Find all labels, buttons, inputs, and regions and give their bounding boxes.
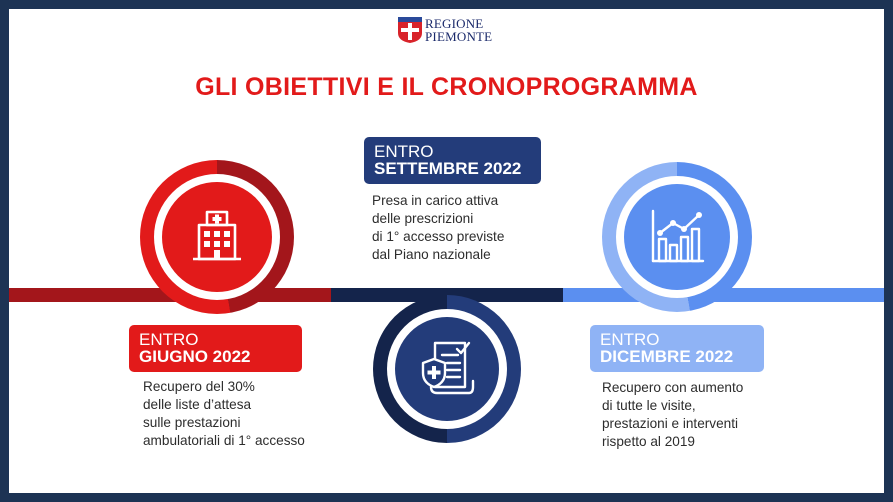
regione-piemonte-logo	[398, 17, 492, 43]
logo-line-2: PIEMONTE	[425, 29, 493, 44]
page-title: GLI OBIETTIVI E IL CRONOPROGRAMMA	[195, 73, 698, 101]
description-line: delle prescrizioni	[372, 211, 474, 226]
description-line: Recupero del 30%	[143, 379, 255, 394]
milestone-description-settembre	[372, 192, 504, 264]
slide	[9, 9, 884, 493]
shield-cross-icon	[398, 17, 422, 43]
description-line: Recupero con aumento	[602, 380, 744, 395]
milestone-date: GIUGNO 2022	[139, 347, 251, 366]
description-line: prestazioni e interventi	[602, 416, 739, 431]
hospital-icon	[187, 207, 247, 267]
milestone-box-dicembre	[590, 325, 764, 372]
milestone-box-giugno	[129, 325, 302, 372]
logo-line-1: REGIONE	[425, 16, 484, 31]
milestone-box-settembre	[364, 137, 541, 184]
milestone-description-giugno	[143, 378, 305, 450]
document-shield-icon	[417, 337, 477, 397]
description-line: ambulatoriali di 1° accesso	[143, 433, 305, 448]
description-line: delle liste d’attesa	[143, 397, 252, 412]
description-line: dal Piano nazionale	[372, 247, 491, 262]
milestone-description-dicembre	[602, 379, 743, 451]
milestone-date: SETTEMBRE 2022	[374, 159, 522, 178]
description-line: sulle prestazioni	[143, 415, 241, 430]
description-line: di 1° accesso previste	[372, 229, 505, 244]
entro-label: ENTRO	[600, 330, 660, 349]
milestone-date: DICEMBRE 2022	[600, 347, 734, 366]
description-line: rispetto al 2019	[602, 434, 695, 449]
description-line: Presa in carico attiva	[372, 193, 499, 208]
description-line: di tutte le visite,	[602, 398, 696, 413]
entro-label: ENTRO	[139, 330, 199, 349]
chart-icon	[647, 207, 707, 267]
entro-label: ENTRO	[374, 142, 434, 161]
